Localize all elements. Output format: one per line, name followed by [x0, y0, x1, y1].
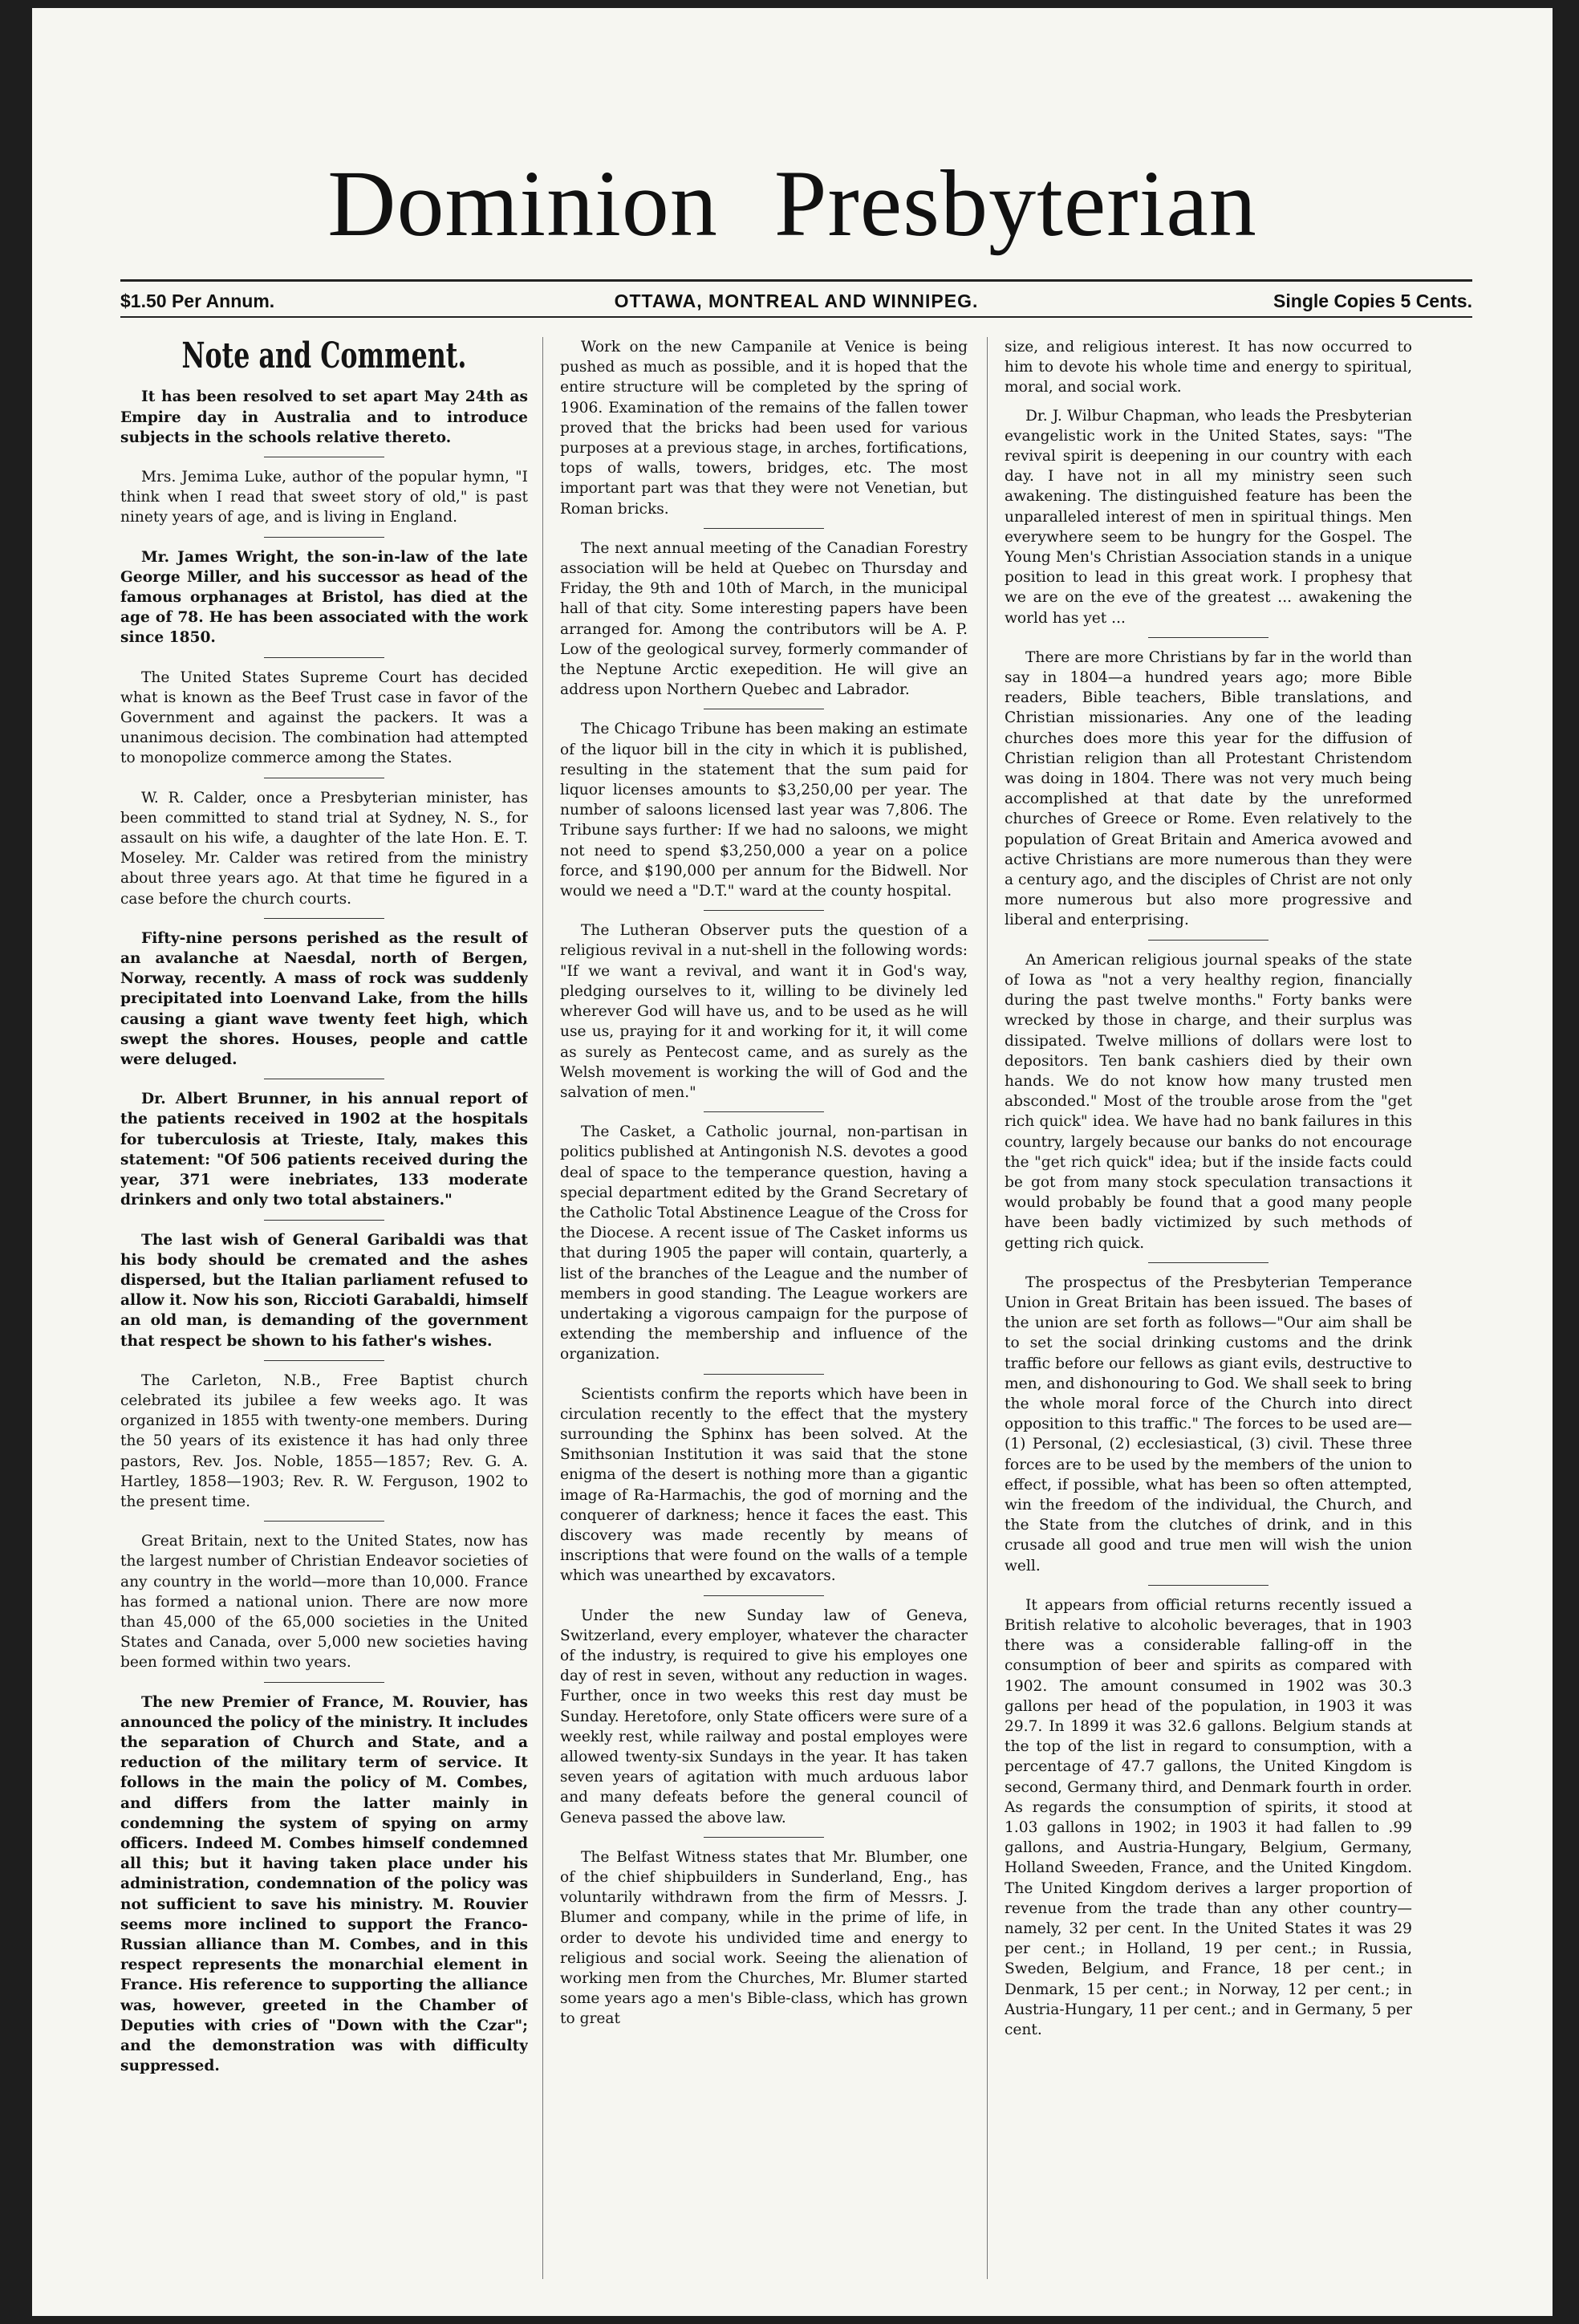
- article-paragraph: Under the new Sunday law of Geneva, Switzerland, every employer, whatever the character of the industry, is required to give his employes one day of rest in seven, without any reduction in wages. Further, once in two weeks this rest day must be Sunday. Heretofore, only State officers were sure of a weekly rest, while railway and postal employes were allowed twenty-six Sundays in the year. It has taken seven years of agitation with much arduous labor and many defeats before the general council of Geneva passed the above law.: [560, 1607, 968, 1826]
- article-paragraph: There are more Christians by far in the world than say in 1804—a hundred years ago; more Bible readers, Bible teachers, Bible translations, and Christian missionaries. Any one of the leading churches does more this year for the diffusion of Christian religion than all Protestant Christendom was doing in 1804. There was not very much being accomplished at that date by the unreformed churches of Greece or Rome. Even relatively to the population of Great Britain and America avowed and active Christians are more numerous than they were a century ago, and the disciples of Christ are not only more numerous but also more progressive and liberal and enterprising.: [1005, 648, 1412, 929]
- separator: [264, 1682, 384, 1683]
- column-3: [1005, 337, 1412, 2279]
- article-paragraph: The United States Supreme Court has decided what is known as the Beef Trust case in favor of the Government and against the packers. It was a unanimous decision. The combination had attempted to monopolize commerce among the States.: [120, 668, 528, 767]
- article-paragraph: The Lutheran Observer puts the question of a religious revival in a nut-shell in the following words: "If we want a revival, and want it in God's way, pledging ourselves to it, willing to be divinely led wherever God will have us, and to be used as he will use us, praying for it and working for it, it will come as surely as Pentecost came, and as surely as the Welsh movement is working the will of God and the salvation of men.": [560, 922, 968, 1101]
- separator: [1148, 1262, 1268, 1263]
- separator: [704, 1595, 824, 1596]
- separator: [704, 1374, 824, 1375]
- single-copies-label: Single Copies 5 Cents.: [1273, 290, 1472, 311]
- separator: [264, 918, 384, 919]
- top-rule: [120, 279, 1472, 282]
- article-paragraph: Great Britain, next to the United States, now has the largest number of Christian Endeavor societies of any country in the world—more than 10,000. France has formed a national union. There are now more than 45,000 of the 65,000 societies in the United States and Canada, over 5,000 new societies having been formed within two years.: [120, 1533, 528, 1672]
- column-1: [120, 337, 528, 2279]
- column-2: [560, 337, 968, 2279]
- separator: [264, 657, 384, 658]
- separator: [1148, 940, 1268, 941]
- separator: [704, 528, 824, 529]
- article-paragraph: An American religious journal speaks of the state of Iowa as "not a very healthy region, financially during the past twelve months." Forty banks were wrecked by those in charge, and their surplus was dissipated. Twelve millions of dollars were lost to depositors. Ten bank cashiers died by their own hands. We do not know how many trusted men absconded." Most of the trouble arose from the "get rich quick" idea. We have had no bank failures in this country, largely because our banks do not encourage the "get rich quick" idea; but if the inside facts could be got from many stock speculation transactions it would probably be found that a good many people have been badly victimized by such methods of getting rich quick.: [1005, 951, 1412, 1252]
- masthead-title-left: Dominion: [327, 151, 718, 256]
- article-paragraph: The next annual meeting of the Canadian Forestry association will be held at Quebec on Thursday and Friday, the 9th and 10th of March, in the municipal hall of that city. Some interesting papers have been arranged for. Among the contributors will be A. P. Low of the geological survey, formerly commander of the Neptune Arctic exepedition. He will give an address upon Northern Quebec and Labrador.: [560, 539, 968, 699]
- article-paragraph: Mrs. Jemima Luke, author of the popular hymn, "I think when I read that sweet story of old," is past ninety years of age, and is living in England.: [120, 469, 528, 526]
- column-divider: [987, 337, 988, 2279]
- article-paragraph: It has been resolved to set apart May 24th as Empire day in Australia and to introduce subjects in the schools relative thereto.: [120, 388, 528, 446]
- article-paragraph: The last wish of General Garibaldi was that his body should be cremated and the ashes dispersed, but the Italian parliament refused to allow it. Now his son, Riccioti Garabaldi, himself an old man, is demanding of the government that respect be shown to his father's wishes.: [120, 1231, 528, 1350]
- article-paragraph: The Casket, a Catholic journal, non-partisan in politics published at Antingonish N.S. devotes a good deal of space to the temperance question, having a special department edited by the Grand Secretary of the Catholic Total Abstinence League of the Cross for the Diocese. A recent issue of The Casket informs us that during 1905 the paper will contain, quarterly, a list of the branches of the League and the number of members in good standing. The League workers are undertaking a vigorous campaign for the purpose of extending the membership and influence of the organization.: [560, 1123, 968, 1363]
- separator: [1148, 637, 1268, 638]
- separator: [264, 1521, 384, 1522]
- article-paragraph: Dr. Albert Brunner, in his annual report of the patients received in 1902 at the hospitals for tuberculosis at Trieste, Italy, makes this statement: "Of 506 patients received during the year, 371 were inebriates, 133 moderate drinkers and only two total abstainers.": [120, 1091, 528, 1209]
- separator: [264, 1360, 384, 1361]
- article-paragraph: The new Premier of France, M. Rouvier, has announced the policy of the ministry. It includes the separation of Church and State, and a reduction of the military term of service. It follows in the main the policy of M. Combes, and differs from the latter mainly in condemning the system of spying on army officers. Indeed M. Combes himself condemned all this; but it having taken place under his administration, condemnation of the policy was not sufficient to save his ministry. M. Rouvier seems more inclined to support the Franco-Russian alliance than M. Combes, and in this respect represents the monarchial element in France. His reference to supporting the alliance was, however, greeted in the Chamber of Deputies with cries of "Down with the Czar"; and the demonstration was with difficulty suppressed.: [120, 1693, 528, 2075]
- info-bar: [120, 287, 1472, 315]
- masthead-title-right: Presbyterian: [773, 151, 1257, 256]
- article-paragraph: The Belfast Witness states that Mr. Blumber, one of the chief shipbuilders in Sunderland, Eng., has voluntarily withdrawn from the firm of Messrs. J. Blumer and company, while in the prime of life, in order to devote his undivided time and energy to religious and social work. Seeing the alienation of working men from the Churches, Mr. Blumer started some years ago a men's Bible-class, which has grown to great: [560, 1848, 968, 2028]
- article-paragraph: W. R. Calder, once a Presbyterian minister, has been committed to stand trial at Sydney, N. S., for assault on his wife, a daughter of the late Hon. E. T. Moseley. Mr. Calder was retired from the ministry about three years ago. At that time he figured in a case before the church courts.: [120, 789, 528, 908]
- article-paragraph: Dr. J. Wilbur Chapman, who leads the Presbyterian evangelistic work in the United States, says: "The revival spirit is deepening in our country with each day. I have not in all my ministry seen such awakening. The distinguished feature has been the unparalleled interest of men in spiritual things. Men everywhere seem to be hungry for the Gospel. The Young Men's Christian Association stands in a unique position to lead in this great work. I prophesy that we are on the eve of the greatest ... awakening the world has yet ...: [1005, 407, 1412, 627]
- newspaper-page: [32, 8, 1553, 2316]
- article-paragraph: Mr. James Wright, the son-in-law of the late George Miller, and his successor as head of the famous orphanages at Bristol, has died at the age of 78. He has been associated with the work since 1850.: [120, 548, 528, 647]
- separator: [264, 1220, 384, 1221]
- cities-label: OTTAWA, MONTREAL AND WINNIPEG.: [614, 290, 979, 311]
- section-heading: Note and Comment.: [181, 337, 467, 376]
- separator: [704, 910, 824, 911]
- separator: [1148, 1585, 1268, 1586]
- separator: [704, 1837, 824, 1838]
- article-paragraph: size, and religious interest. It has now occurred to him to devote his whole time and energy to spiritual, moral, and social work.: [1005, 339, 1412, 396]
- article-paragraph: The Carleton, N.B., Free Baptist church celebrated its jubilee a few weeks ago. It was organized in 1855 with twenty-one members. During the 50 years of its existence it has had only three pastors, Rev. Jos. Noble, 1855—1857; Rev. G. A. Hartley, 1858—1903; Rev. R. W. Ferguson, 1902 to the present time.: [120, 1371, 528, 1510]
- article-paragraph: It appears from official returns recently issued a British relative to alcoholic beverages, that in 1903 there was a considerable falling-off in the consumption of beer and spirits as compared with 1902. The amount consumed in 1902 was 30.3 gallons per head of the population, in 1903 it was 29.7. In 1899 it was 32.6 gallons. Belgium stands at the top of the list in regard to consumption, with a percentage of 47.7 gallons, the United Kingdom is second, Germany third, and Denmark fourth in order. As regards the consumption of spirits, it stood at 1.03 gallons in 1902; in 1903 it had fallen to .99 gallons, and Austria-Hungary, Belgium, Germany, Holland Sweeden, France, and the United Kingdom. The United Kingdom derives a larger proportion of revenue from the trade than any other country—namely, 32 per cent. In the United States it was 29 per cent.; in Holland, 19 per cent.; in Russia, Sweden, Belgium, and France, 18 per cent.; in Denmark, 15 per cent.; in Norway, 12 per cent.; in Austria-Hungary, 11 per cent.; and in Germany, 5 per cent.: [1005, 1596, 1412, 2039]
- bottom-rule: [120, 316, 1472, 318]
- separator: [704, 1111, 824, 1112]
- article-paragraph: Work on the new Campanile at Venice is being pushed as much as possible, and it is hoped that the entire structure will be completed by the spring of 1906. Examination of the remains of the fallen tower proved that the bricks had been used for various purposes at a previous stage, in arches, fortifications, tops of walls, towers, bridges, etc. The most important part was that they were not Venetian, but Roman bricks.: [560, 339, 968, 518]
- article-paragraph: Fifty-nine persons perished as the result of an avalanche at Naesdal, north of Bergen, Norway, recently. A mass of rock was suddenly precipitated into Loenvand Lake, from the hills causing a giant wave twenty feet high, which swept the shores. Houses, people and cattle were deluged.: [120, 929, 528, 1069]
- article-paragraph: The prospectus of the Presbyterian Temperance Union in Great Britain has been issued. The bases of the union are set forth as follows—"Our aim shall be to set the social drinking customs and the drink traffic before our fellows as giant evils, destructive to men, and dishonouring to God. We shall seek to bring the whole moral force of the Church into direct opposition to this traffic." The forces to be used are—(1) Personal, (2) ecclesiastical, (3) civil. These three forces are to be used by the members of the union to effect, if possible, what has been so often attempted, win the freedom of the individual, the Church, and the State from the clutches of drink, and in this crusade all good and true men will wish the union well.: [1005, 1274, 1412, 1574]
- column-divider: [542, 337, 543, 2279]
- separator: [264, 537, 384, 538]
- article-paragraph: The Chicago Tribune has been making an estimate of the liquor bill in the city in which it is published, resulting in the statement that the sum paid for liquor licenses amounts to $3,250,00 per year. The number of saloons licensed last year was 7,806. The Tribune says further: If we had no saloons, we might not need to spend $3,250,000 a year on a police force, and $190,000 per annum for the Bidwell. Nor would we need a "D.T." ward at the county hospital.: [560, 721, 968, 900]
- price-label: $1.50 Per Annum.: [120, 290, 275, 311]
- article-paragraph: Scientists confirm the reports which have been in circulation recently to the effect that the mystery surrounding the Sphinx has been solved. At the Smithsonian Institution it was said that the stone enigma of the desert is nothing more than a gigantic image of Ra-Harmachis, the god of morning and the conquerer of darkness; hence it faces the east. This discovery was made recently by means of inscriptions that were found on the walls of a temple which was unearthed by excavators.: [560, 1385, 968, 1585]
- masthead: [32, 151, 1553, 256]
